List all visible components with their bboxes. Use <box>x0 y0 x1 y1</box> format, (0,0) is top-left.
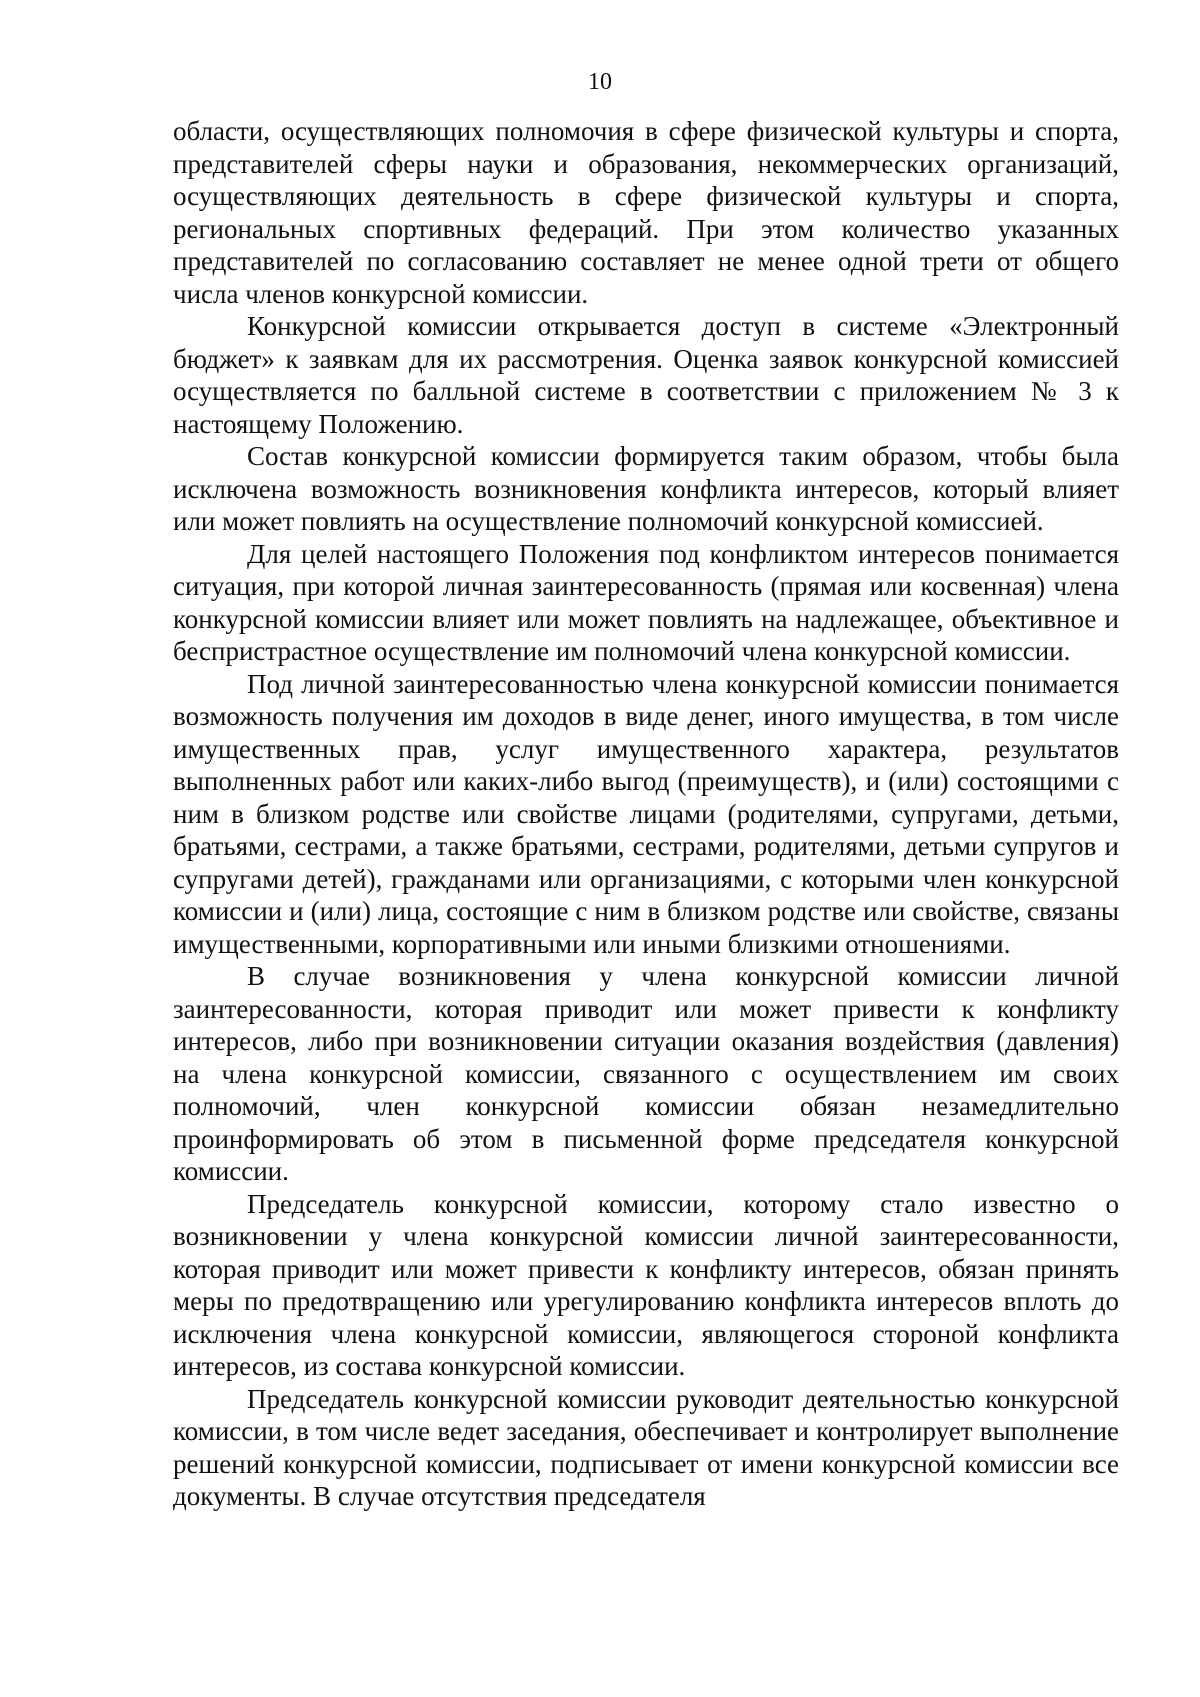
paragraph-continuation: области, осуществляющих полномочия в сфере физической культуры и спорта, представителей сферы науки и образования, некоммерческих организаций, осуществляющих деятельность в сфере физической культуры и спорта, региональных спортивных федераций. При этом количество указанных представителей по согласованию составляет не менее одной трети от общего числа членов конкурсной комиссии. <box>173 116 1119 309</box>
paragraph-member-notification-duty: В случае возникновения у члена конкурсной комиссии личной заинтересованности, которая приводит или может привести к конфликту интересов, либо при возникновении ситуации оказания воздействия (давления) на члена конкурсной комиссии, связанного с осуществлением им своих полномочий, член конкурсной комиссии обязан незамедлительно проинформировать об этом в письменной форме председателя конкурсной комиссии. <box>173 961 1119 1186</box>
paragraph-conflict-of-interest-definition: Для целей настоящего Положения под конфликтом интересов понимается ситуация, при которой личная заинтересованность (прямая или косвенная) члена конкурсной комиссии влияет или может повлиять на надлежащее, объективное и беспристрастное осуществление им полномочий члена конкурсной комиссии. <box>173 538 1119 666</box>
document-body <box>173 115 1119 1513</box>
paragraph-chairman-duties: Председатель конкурсной комиссии руководит деятельностью конкурсной комиссии, в том числе ведет заседания, обеспечивает и контролирует выполнение решений конкурсной комиссии, подписывает от имени конкурсной комиссии все документы. В случае отсутствия председателя <box>173 1383 1119 1511</box>
page-number: 10 <box>588 69 612 95</box>
paragraph-chairman-measures: Председатель конкурсной комиссии, которому стало известно о возникновении у члена конкурсной комиссии личной заинтересованности, которая приводит или может привести к конфликту интересов, обязан принять меры по предотвращению или урегулированию конфликта интересов вплоть до исключения члена конкурсной комиссии, являющегося стороной конфликта интересов, из состава конкурсной комиссии. <box>173 1188 1119 1381</box>
paragraph-personal-interest-definition: Под личной заинтересованностью члена конкурсной комиссии понимается возможность получения им доходов в виде денег, иного имущества, в том числе имущественных прав, услуг имущественного характера, результатов выполненных работ или каких-либо выгод (преимуществ), и (или) состоящими с ним в близком родстве или свойстве лицами (родителями, супругами, детьми, братьями, сестрами, а также братьями, сестрами, родителями, детьми супругов и супругами детей), гражданами или организациями, с которыми член конкурсной комиссии и (или) лица, состоящие с ним в близком родстве или свойстве, связаны имущественными, корпоративными или иными близкими отношениями. <box>173 668 1119 959</box>
paragraph-electronic-budget-access: Конкурсной комиссии открывается доступ в системе «Электронный бюджет» к заявкам для их рассмотрения. Оценка заявок конкурсной комиссией осуществляется по балльной системе в соответствии с приложением № 3 к настоящему Положению. <box>173 311 1119 439</box>
paragraph-commission-composition: Состав конкурсной комиссии формируется таким образом, чтобы была исключена возможность возникновения конфликта интересов, который влияет или может повлиять на осуществление полномочий конкурсной комиссией. <box>173 441 1119 536</box>
